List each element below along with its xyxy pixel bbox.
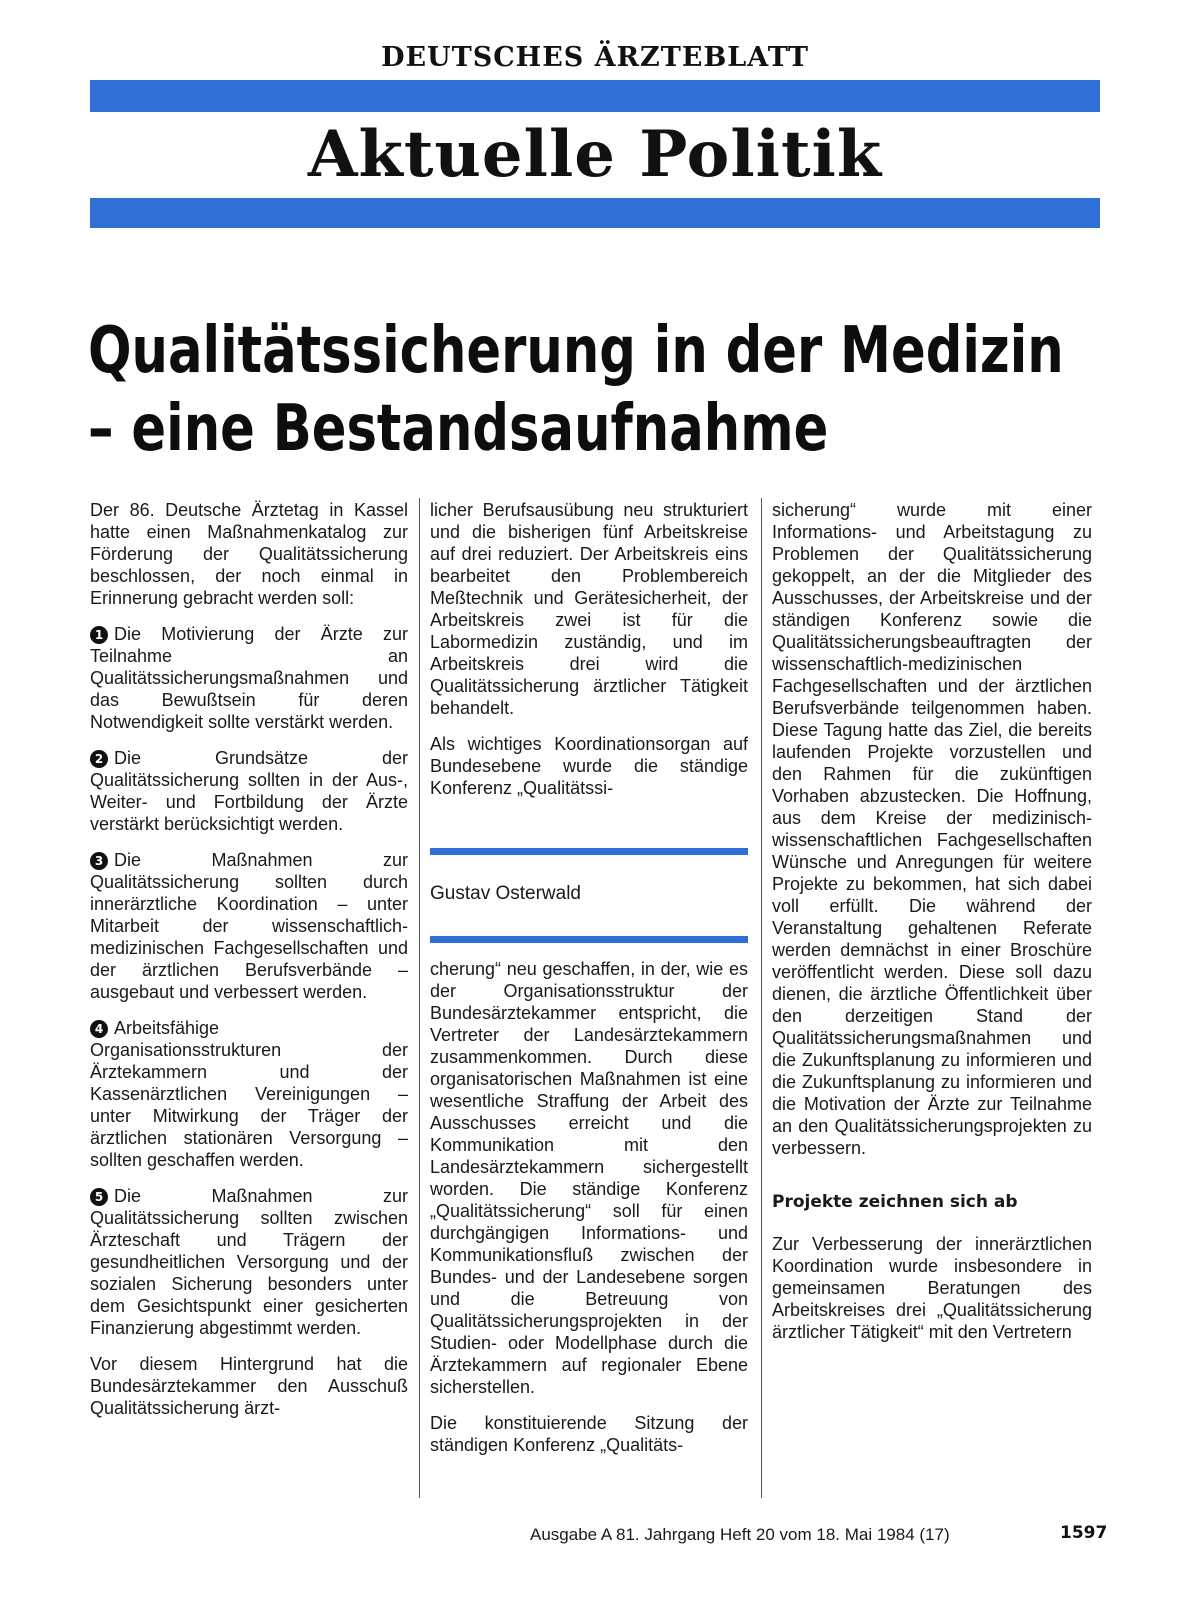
list-item-text: Arbeitsfähige Organisationsstrukturen der Ärztekammern und der Kassenärztlichen Vereinigungen – unter Mitwirkung der Träger der ärztlichen stationären Versorgung – sollten geschaffen werden.: [90, 1018, 408, 1170]
number-1-icon: 1: [90, 626, 108, 644]
number-2-icon: 2: [90, 750, 108, 768]
author-bar-top: [430, 848, 748, 855]
list-item-text: Die Maßnahmen zur Qualitätssicherung sollten durch innerärztliche Koordination – unter Mitarbeit der wissenschaftlich-medizinischen Fachgesellschaften und der ärztlichen Berufsverbände – ausgebaut und verbessert werden.: [90, 850, 408, 1002]
outro-paragraph: Vor diesem Hintergrund hat die Bundesärztekammer den Ausschuß Qualitätssicherung ärzt-: [90, 1354, 408, 1418]
paragraph: Zur Verbesserung der innerärztlichen Koordination wurde insbesondere in gemeinsamen Beratungen des Arbeitskreises drei „Qualitätssicherung ärztlicher Tätigkeit“ mit den Vertretern: [772, 1234, 1092, 1342]
list-item: [90, 623, 408, 733]
author-bar-bottom: [430, 936, 748, 943]
column-2: [430, 499, 748, 813]
paragraph: cherung“ neu geschaffen, in der, wie es der Organisationsstruktur der Bundesärztekammer entspricht, die Vertreter der Landesärztekammern zusammenkommen. Durch diese organisatorischen Maßnahmen ist eine wesentliche Straffung der Arbeit des Ausschusses erreicht und die Kommunikation mit den Landesärztekammern sichergestellt worden. Die ständige Konferenz „Qualitätssicherung“ soll für einen durchgängigen Informations- und Kommunikationsfluß zwischen der Bundes- und der Landesebene sorgen und die Betreuung von Qualitätssicherungsprojekten in der Studien- oder Modellphase durch die Ärztekammern auf regionaler Ebene sicherstellen.: [430, 959, 748, 1397]
column-3: [772, 499, 1092, 1357]
author-name: Gustav Osterwald: [430, 883, 581, 904]
column-2-continued: [430, 958, 748, 1470]
headline-line-2: – eine Bestandsaufnahme: [88, 392, 829, 466]
article-headline: [88, 312, 1064, 468]
masthead-bar-top: [90, 80, 1100, 112]
list-item: [90, 849, 408, 1003]
number-4-icon: 4: [90, 1020, 108, 1038]
list-item-text: Die Grundsätze der Qualitätssicherung sollten in der Aus-, Weiter- und Fortbildung der Ärzte verstärkt berücksichtigt werden.: [90, 748, 408, 834]
list-item: [90, 1017, 408, 1171]
paragraph: sicherung“ wurde mit einer Informations- und Arbeitstagung zu Problemen der Qualitätssicherung gekoppelt, an der die Mitglieder des Ausschusses, der Arbeitskreise und der ständigen Konferenz sowie die Qualitätssicherungsbeauftragten der wissenschaftlich-medizinischen Fachgesellschaften und der ärztlichen Berufsverbände teilgenommen haben. Diese Tagung hatte das Ziel, die bereits laufenden Projekte vorzustellen und den Rahmen für die zukünftigen Vorhaben abzustecken. Die Hoffnung, aus dem Kreise der medizinisch-wissenschaftlichen Fachgesellschaften Wünsche und Anregungen für weitere Projekte zu bekommen, hat sich dabei voll erfüllt. Die während der Veranstaltung gehaltenen Referate werden demnächst in einer Broschüre veröffentlicht werden. Diese soll dazu dienen, die ärztliche Öffentlichkeit über den derzeitigen Stand der Qualitätssicherungsmaßnahmen und die Zukunftsplanung zu informieren und die Zukunftsplanung zu informieren und die Motivation der Ärzte zur Teilnahme an den Qualitätssicherungsprojekten zu verbessern.: [772, 500, 1092, 1158]
list-item-text: Die Maßnahmen zur Qualitätssicherung sollten zwischen Ärzteschaft und Trägern der gesundheitlichen Versorgung und der sozialen Sicherung besonders unter dem Gesichtspunkt einer gesicherten Finanzierung abgestimmt werden.: [90, 1186, 408, 1338]
page-number: 1597: [1060, 1523, 1108, 1543]
masthead: DEUTSCHES ÄRZTEBLATT: [381, 42, 809, 73]
paragraph: Als wichtiges Koordinationsorgan auf Bundesebene wurde die ständige Konferenz „Qualitätssi-: [430, 734, 748, 798]
list-item-text: Die Motivierung der Ärzte zur Teilnahme an Qualitätssicherungsmaßnahmen und das Bewußtsein für deren Notwendigkeit sollte verstärkt werden.: [90, 624, 408, 732]
subheading: Projekte zeichnen sich ab: [772, 1192, 1018, 1212]
masthead-bar-bottom: [90, 198, 1100, 228]
issue-info: Ausgabe A 81. Jahrgang Heft 20 vom 18. Mai 1984 (17): [530, 1525, 950, 1544]
section-title: Aktuelle Politik: [307, 117, 883, 192]
column-rule-1: [419, 498, 420, 1498]
paragraph: licher Berufsausübung neu strukturiert und die bisherigen fünf Arbeitskreise auf drei reduziert. Der Arbeitskreis eins bearbeitet den Problembereich Meßtechnik und Gerätesicherheit, der Arbeitskreis zwei ist für die Labormedizin zuständig, und im Arbeitskreis drei wird die Qualitätssicherung ärztlicher Tätigkeit behandelt.: [430, 500, 748, 718]
intro-paragraph: Der 86. Deutsche Ärztetag in Kassel hatte einen Maßnahmenkatalog zur Förderung der Qualitätssicherung beschlossen, der noch einmal in Erinnerung gebracht werden soll:: [90, 500, 408, 608]
list-item: [90, 1185, 408, 1339]
column-rule-2: [761, 498, 762, 1498]
number-3-icon: 3: [90, 852, 108, 870]
paragraph: Die konstituierende Sitzung der ständigen Konferenz „Qualitäts-: [430, 1413, 748, 1455]
number-5-icon: 5: [90, 1188, 108, 1206]
headline-line-1: Qualitätssicherung in der Medizin: [88, 314, 1064, 388]
list-item: [90, 747, 408, 835]
column-1: [90, 499, 408, 1433]
